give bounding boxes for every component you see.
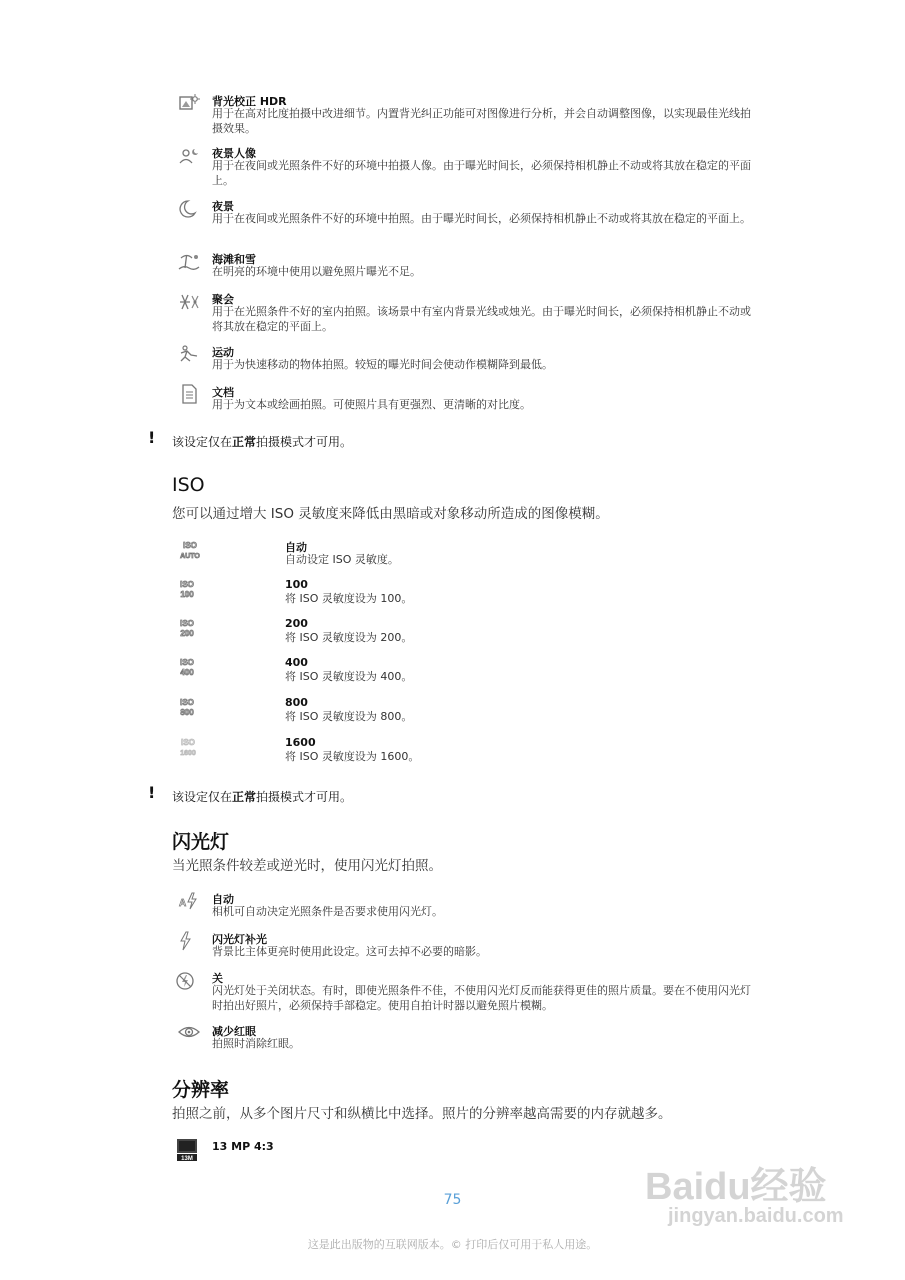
flash-desc: 闪光灯处于关闭状态。有时，即使光照条件不佳，不使用闪光灯反而能获得更佳的照片质量。要在不使用闪光灯时拍出好照片，必须保持手部稳定。使用自拍计时器以避免照片模糊。 [212,984,751,1012]
warning-icon: ! [148,428,156,447]
backlight-hdr-icon [178,93,200,113]
mode-note: 该设定仅在正常拍摄模式才可用。 [172,790,353,804]
svg-text:ISO: ISO [180,658,194,667]
svg-text:400: 400 [180,668,194,677]
iso-desc: 将 ISO 灵敏度设为 400。 [285,670,413,683]
page-number: 75 [443,1192,462,1208]
night-scene-icon [178,199,200,219]
document-icon [178,384,200,404]
iso-title: 200 [285,617,308,630]
flash-title: 自动 [212,893,234,906]
mode-note: 该设定仅在正常拍摄模式才可用。 [172,435,353,449]
flash-title: 关 [212,972,223,985]
beach-snow-icon [178,252,200,272]
iso-title: 1600 [285,736,316,749]
iso-desc: 将 ISO 灵敏度设为 1600。 [285,750,420,763]
flash-desc: 背景比主体更亮时使用此设定。这可去掉不必要的暗影。 [212,945,487,958]
svg-text:13M: 13M [181,1156,193,1162]
scene-title: 文档 [212,386,234,399]
resolution-title: 13 MP 4:3 [212,1140,274,1153]
svg-text:ISO: ISO [180,619,194,628]
scene-title: 夜景人像 [212,147,256,160]
auto-flash-icon [178,891,200,911]
iso-title: 100 [285,578,308,591]
iso-100-icon [178,578,202,600]
svg-text:A: A [179,898,187,909]
iso-heading: ISO [172,474,205,496]
svg-text:800: 800 [180,708,194,717]
flash-heading: 闪光灯 [172,831,230,853]
scene-desc: 用于在光照条件不好的室内拍照。该场景中有室内背景光线或烛光。由于曝光时间长，必须保持相机静止不动或将其放在稳定的平面上。 [212,305,751,333]
flash-title: 减少红眼 [212,1025,256,1038]
watermark-url: jingyan.baidu.com [668,1205,844,1227]
iso-desc: 将 ISO 灵敏度设为 200。 [285,631,413,644]
svg-text:200: 200 [180,629,194,638]
iso-desc: 自动设定 ISO 灵敏度。 [285,553,399,566]
scene-title: 运动 [212,346,234,359]
iso-desc: 将 ISO 灵敏度设为 100。 [285,592,413,605]
flash-desc: 相机可自动决定光照条件是否要求使用闪光灯。 [212,905,443,918]
resolution-heading: 分辨率 [172,1079,230,1101]
scene-title: 海滩和雪 [212,253,256,266]
iso-800-icon [178,696,202,718]
flash-off-icon [174,971,196,991]
svg-text:AUTO: AUTO [180,553,200,560]
sports-icon [178,344,200,364]
night-portrait-icon [178,146,200,166]
resolution-lead: 拍照之前，从多个图片尺寸和纵横比中选择。照片的分辨率越高需要的内存就越多。 [172,1106,672,1122]
iso-auto-icon [178,539,202,561]
scene-desc: 在明亮的环境中使用以避免照片曝光不足。 [212,265,421,278]
flash-title: 闪光灯补光 [212,933,267,946]
svg-text:ISO: ISO [183,541,197,550]
scene-desc: 用于在夜间或光照条件不好的环境中拍照。由于曝光时间长，必须保持相机静止不动或将其放在稳定的平面上。 [212,212,751,225]
iso-title: 自动 [285,541,307,554]
scene-title: 聚会 [212,293,234,306]
scene-desc: 用于为文本或绘画拍照。可使照片具有更强烈、更清晰的对比度。 [212,398,531,411]
scene-title: 夜景 [212,200,234,213]
scene-desc: 用于为快速移动的物体拍照。较短的曝光时间会使动作模糊降到最低。 [212,358,553,371]
iso-desc: 将 ISO 灵敏度设为 800。 [285,710,413,723]
scene-title: 背光校正 HDR [212,95,287,108]
iso-lead: 您可以通过增大 ISO 灵敏度来降低由黑暗或对象移动所造成的图像模糊。 [172,506,609,522]
svg-text:1600: 1600 [180,750,196,757]
svg-text:100: 100 [180,590,194,599]
iso-title: 400 [285,656,308,669]
svg-text:ISO: ISO [180,698,194,707]
red-eye-icon [178,1022,200,1042]
iso-400-icon [178,656,202,678]
svg-text:ISO: ISO [180,580,194,589]
iso-200-icon [178,617,202,639]
scene-desc: 用于在夜间或光照条件不好的环境中拍摄人像。由于曝光时间长，必须保持相机静止不动或将其放在稳定的平面上。 [212,159,751,187]
iso-title: 800 [285,696,308,709]
scene-desc: 用于在高对比度拍摄中改进细节。内置背光纠正功能可对图像进行分析，并会自动调整图像，以实现最佳光线拍摄效果。 [212,107,751,135]
footer-note: 这是此出版物的互联网版本。© 打印后仅可用于私人用途。 [307,1238,598,1251]
flash-desc: 拍照时消除红眼。 [212,1037,300,1050]
flash-lead: 当光照条件较差或逆光时，使用闪光灯拍照。 [172,858,442,874]
svg-text:ISO: ISO [181,738,195,747]
watermark-brand: Baidu经验 [645,1166,827,1208]
warning-icon: ! [148,783,156,802]
13mp-icon [176,1138,198,1162]
iso-1600-icon [178,736,202,758]
fill-flash-icon [174,931,196,951]
party-icon [178,292,200,312]
